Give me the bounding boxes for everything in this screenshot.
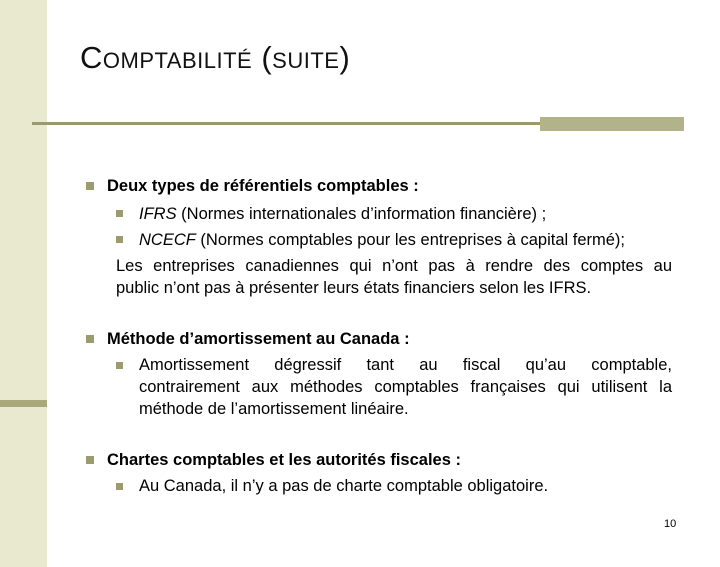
section-heading: Chartes comptables et les autorités fiscales : <box>107 451 461 469</box>
section-note: public n’ont pas à présenter leurs états financiers selon les IFRS. <box>116 279 592 297</box>
list-item: contrairement aux méthodes comptables françaises qui utilisent la <box>139 378 672 396</box>
section-note: Les entreprises canadiennes qui n’ont pas à rendre des comptes au <box>116 257 672 275</box>
slide-title: COMPTABILITÉ (SUITE) <box>80 40 351 75</box>
section-heading: Deux types de référentiels comptables : <box>107 177 419 195</box>
bullet-icon <box>86 335 94 343</box>
bullet-icon <box>86 456 94 464</box>
title-underline-accent <box>540 117 684 131</box>
list-item: Amortissement dégressif tant au fiscal qu’au comptable, <box>139 356 672 374</box>
bullet-icon <box>116 236 123 243</box>
page-number: 10 <box>664 518 677 530</box>
bullet-icon <box>116 483 123 490</box>
list-item: NCECF (Normes comptables pour les entreprises à capital fermé); <box>139 231 626 249</box>
list-item: Au Canada, il n’y a pas de charte comptable obligatoire. <box>139 477 549 495</box>
list-item: IFRS (Normes internationales d’information financière) ; <box>139 205 547 223</box>
bullet-icon <box>116 362 123 369</box>
list-item: méthode de l’amortissement linéaire. <box>139 400 409 418</box>
bullet-icon <box>86 182 94 190</box>
bullet-icon <box>116 210 123 217</box>
left-decor-bar <box>0 0 47 567</box>
left-decor-accent <box>0 400 47 407</box>
title-underline <box>32 122 540 125</box>
section-heading: Méthode d’amortissement au Canada : <box>107 330 410 348</box>
